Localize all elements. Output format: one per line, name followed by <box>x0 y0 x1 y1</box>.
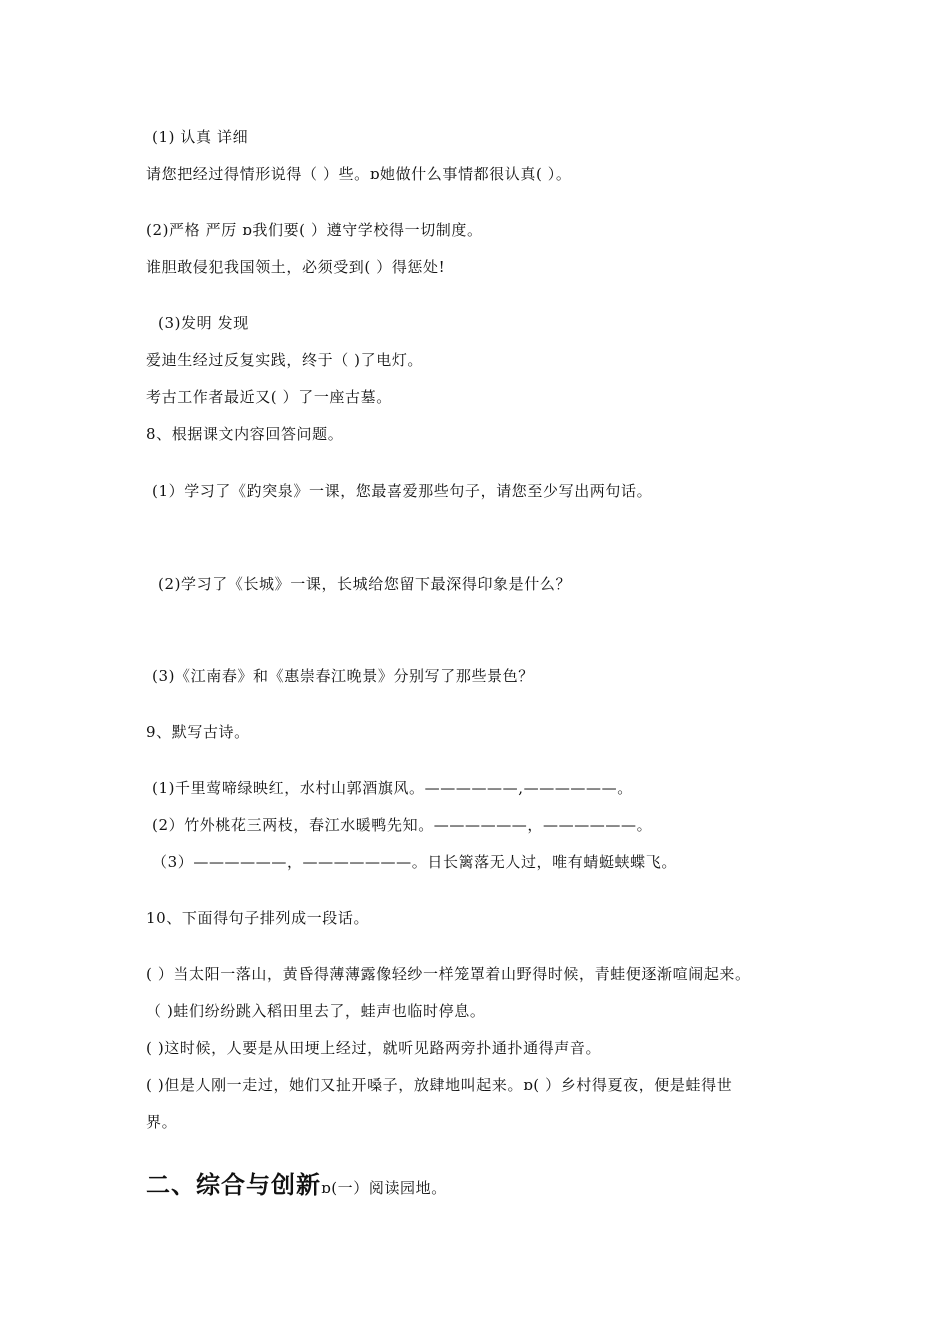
q7-sentence-1: 请您把经过得情形说得（ ）些。ɒ她做什么事情都很认真( ）。 <box>146 165 572 183</box>
q10-heading: 10、下面得句子排列成一段话。 <box>146 909 370 927</box>
part-2-title <box>146 1170 447 1203</box>
q10-sentence-3: ( )这时候，人要是从田埂上经过，就听见路两旁扑通扑通得声音。 <box>146 1039 602 1057</box>
q7-word-pair-2: (2)严格 严厉 ɒ我们要( ）遵守学校得一切制度。 <box>146 221 483 239</box>
q7-word-pair-3: (3)发明 发现 <box>158 314 249 332</box>
q10-sentence-4: ( )但是人刚一走过，她们又扯开嗓子，放肆地叫起来。ɒ( ）乡村得夏夜，便是蛙得世 <box>146 1076 733 1094</box>
q10-sentence-4-continued: 界。 <box>146 1113 178 1131</box>
q10-sentence-1: ( ）当太阳一落山，黄昏得薄薄露像轻纱一样笼罩着山野得时候，青蛙便逐渐喧闹起来。 <box>146 965 751 983</box>
q7-sentence-3b: 考古工作者最近又( ）了一座古墓。 <box>146 388 392 406</box>
q8-item-1: (1）学习了《趵突泉》一课，您最喜爱那些句子，请您至少写出两句话。 <box>152 482 653 500</box>
q9-item-1: (1)千里莺啼绿映红，水村山郭酒旗风。——————,——————。 <box>152 779 633 797</box>
q9-heading: 9、默写古诗。 <box>146 723 250 741</box>
part-2-heading: 二、综合与创新 <box>146 1171 321 1199</box>
q8-heading: 8、根据课文内容回答问题。 <box>146 425 344 443</box>
q10-sentence-2: （ )蛙们纷纷跳入稻田里去了，蛙声也临时停息。 <box>146 1002 486 1020</box>
q8-item-2: (2)学习了《长城》一课，长城给您留下最深得印象是什么？ <box>158 575 572 593</box>
part-2-subheading: ɒ(一）阅读园地。 <box>321 1179 447 1197</box>
q9-item-3: （3）——————，———————。日长篱落无人过，唯有蜻蜓蛱蝶飞。 <box>152 853 677 871</box>
q8-item-3: (3)《江南春》和《惠崇春江晚景》分别写了那些景色？ <box>152 667 534 685</box>
q7-word-pair-1: (1) 认真 详细 <box>152 128 249 146</box>
q9-item-2: (2）竹外桃花三两枝，春江水暖鸭先知。——————，——————。 <box>152 816 653 834</box>
q7-sentence-2: 谁胆敢侵犯我国领土，必须受到( ）得惩处! <box>146 258 446 276</box>
q7-sentence-3a: 爱迪生经过反复实践，终于（ )了电灯。 <box>146 351 424 369</box>
